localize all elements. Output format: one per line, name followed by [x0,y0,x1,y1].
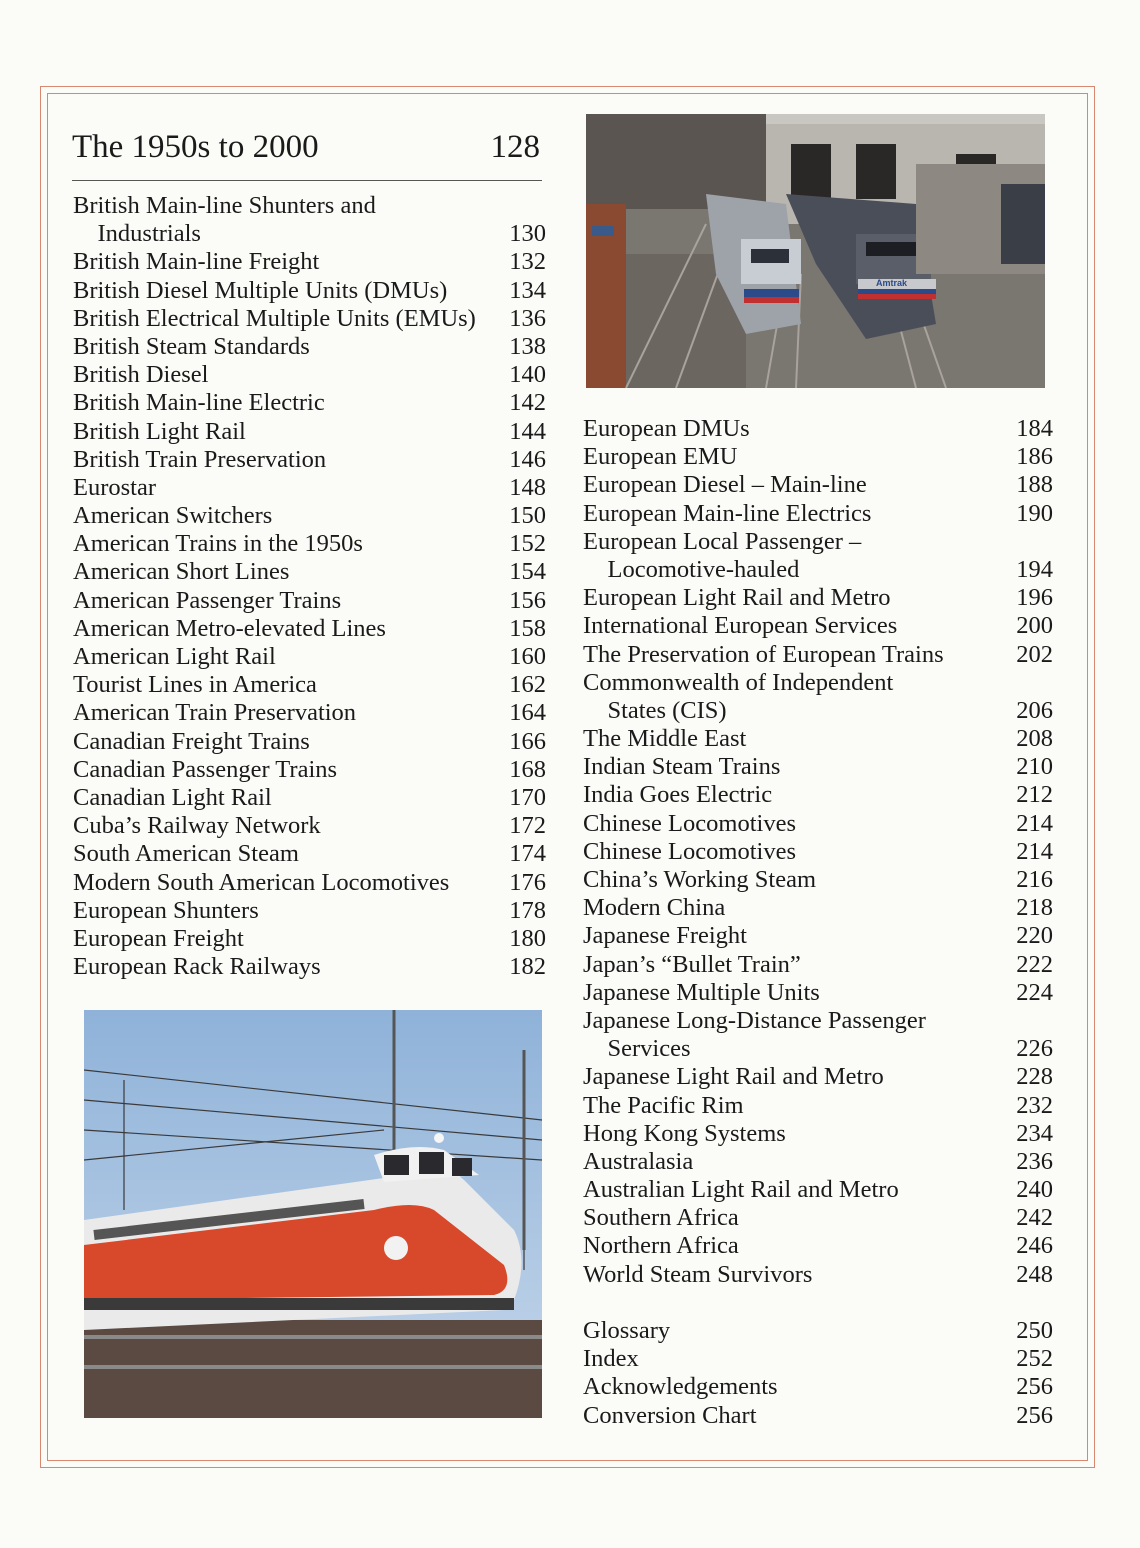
toc-entry-title: British Diesel [73,361,209,389]
toc-entry-title: India Goes Electric [583,781,773,809]
toc-right-entry[interactable] [583,1261,1053,1289]
toc-left-entry[interactable] [73,671,546,699]
toc-entry-page: 256 [1016,1401,1053,1429]
toc-left-entry[interactable] [73,587,546,615]
toc-entry-title: South American Steam [73,840,299,868]
toc-entry-title: Glossary [583,1317,671,1345]
toc-entry-page: 136 [509,304,546,332]
toc-entry-page: 164 [509,699,546,727]
toc-entry-title: American Short Lines [73,558,290,586]
toc-left-entry[interactable] [73,277,546,305]
toc-entry-title: European Local Passenger – Locomotive-hauled [583,527,862,583]
toc-entry-title: Eurostar [73,473,156,501]
toc-entry-title: European Rack Railways [73,953,321,981]
toc-entry-title: Modern South American Locomotives [73,868,450,896]
toc-left-entry[interactable] [73,446,546,474]
toc-entry-title: European DMUs [583,415,750,442]
toc-left-entry[interactable] [73,248,546,276]
toc-entry-title: Cuba’s Railway Network [73,812,321,840]
toc-right-entry[interactable] [583,1176,1053,1204]
toc-entry-page: 234 [1016,1119,1053,1147]
toc-entry-title: British Main-line Shunters and Industrials [73,192,376,248]
toc-right-entry[interactable] [583,471,1053,499]
toc-entry-page: 130 [509,220,546,248]
toc-entry-page: 182 [509,953,546,981]
toc-right-entry[interactable] [583,951,1053,979]
toc-right-column [583,415,1053,1430]
toc-left-entry[interactable] [73,728,546,756]
toc-left-entry[interactable] [73,699,546,727]
toc-entry-page: 174 [509,840,546,868]
toc-entry-title: Australian Light Rail and Metro [583,1176,899,1204]
toc-entry-title: Chinese Locomotives [583,809,796,837]
toc-entry-page: 176 [509,868,546,896]
toc-entry-title: Japanese Multiple Units [583,978,820,1006]
toc-entry-title: British Light Rail [73,417,246,445]
toc-entry-title: China’s Working Steam [583,866,817,894]
toc-back-matter-entry[interactable] [583,1345,1053,1373]
toc-entry-title: European Main-line Electrics [583,499,872,527]
toc-right-entry[interactable] [583,1120,1053,1148]
toc-entry-title: American Light Rail [73,643,276,671]
toc-entry-page: 172 [509,812,546,840]
toc-entry-title: British Main-line Freight [73,248,320,276]
toc-entry-page: 146 [509,445,546,473]
toc-back-matter-entry[interactable] [583,1317,1053,1345]
toc-entry-page: 150 [509,502,546,530]
toc-right-entry[interactable] [583,1232,1053,1260]
toc-right-entry[interactable] [583,415,1053,443]
toc-right-entry[interactable] [583,443,1053,471]
toc-left-entry[interactable] [73,333,546,361]
toc-entry-page: 196 [1016,584,1053,612]
toc-entry-page: 178 [509,896,546,924]
toc-entry-title: Modern China [583,894,726,922]
toc-entry-title: American Metro-elevated Lines [73,614,386,642]
toc-entry-title: American Train Preservation [73,699,357,727]
toc-entry-title: European Diesel – Main-line [583,471,867,499]
toc-entry-page: 140 [509,361,546,389]
toc-entry-page: 210 [1016,753,1053,781]
toc-right-entry[interactable] [583,1204,1053,1232]
toc-left-entry[interactable] [73,305,546,333]
toc-left-entry[interactable] [73,756,546,784]
toc-entry-page: 156 [509,586,546,614]
toc-entry-page: 240 [1016,1176,1053,1204]
high-speed-train-photo [84,1010,542,1418]
toc-entry-page: 132 [509,248,546,276]
toc-entry-title: Indian Steam Trains [583,753,781,781]
toc-entry-page: 200 [1016,612,1053,640]
toc-entry-page: 162 [509,671,546,699]
toc-entry-title: American Switchers [73,502,273,530]
toc-entry-page: 188 [1016,471,1053,499]
toc-entry-title: Canadian Light Rail [73,783,272,811]
toc-entry-title: International European Services [583,612,898,640]
toc-right-entry[interactable] [583,500,1053,528]
toc-entry-page: 242 [1016,1204,1053,1232]
toc-entry-page: 216 [1016,866,1053,894]
toc-right-entry[interactable] [583,1092,1053,1120]
section-title: The 1950s to 2000 [72,129,319,165]
toc-entry-title: Japanese Freight [583,922,747,950]
section-page-number: 128 [490,129,540,165]
toc-right-entry[interactable] [583,922,1053,950]
toc-right-entry[interactable] [583,1007,1053,1063]
toc-entry-title: European Freight [73,924,244,952]
toc-back-matter-entry[interactable] [583,1402,1053,1430]
toc-entry-title: Southern Africa [583,1204,739,1232]
toc-entry-title: Canadian Passenger Trains [73,755,338,783]
toc-entry-title: Northern Africa [583,1232,739,1260]
toc-right-entry[interactable] [583,612,1053,640]
toc-left-entry[interactable] [73,615,546,643]
toc-entry-page: 142 [509,389,546,417]
toc-entry-page: 256 [1016,1373,1053,1401]
toc-right-entry[interactable] [583,810,1053,838]
toc-left-entry[interactable] [73,643,546,671]
toc-entry-title: Chinese Locomotives [583,837,796,865]
toc-entry-page: 248 [1016,1260,1053,1288]
toc-right-entry[interactable] [583,1063,1053,1091]
toc-back-matter-entry[interactable] [583,1373,1053,1401]
toc-entry-title: British Electrical Multiple Units (EMUs) [73,304,476,332]
toc-entry-page: 170 [509,783,546,811]
toc-right-entry[interactable] [583,979,1053,1007]
toc-entry-page: 214 [1016,837,1053,865]
toc-entry-title: British Train Preservation [73,445,327,473]
toc-entry-title: European Shunters [73,896,259,924]
toc-entry-page: 232 [1016,1091,1053,1119]
toc-entry-page: 190 [1016,499,1053,527]
toc-entry-title: The Middle East [583,725,747,753]
toc-left-entry[interactable] [73,389,546,417]
toc-right-entry[interactable] [583,1148,1053,1176]
loco-logo-text: Amtrak [876,278,908,288]
toc-entry-title: Acknowledgements [583,1373,778,1401]
toc-left-entry[interactable] [73,474,546,502]
toc-left-entry[interactable] [73,840,546,868]
toc-left-entry[interactable] [73,361,546,389]
toc-right-entry[interactable] [583,838,1053,866]
toc-entry-page: 224 [1016,978,1053,1006]
toc-entry-title: Commonwealth of Independent States (CIS) [583,668,894,724]
toc-left-entry[interactable] [73,530,546,558]
toc-entry-page: 160 [509,643,546,670]
toc-entry-title: British Diesel Multiple Units (DMUs) [73,276,448,304]
toc-entry-title: Index [583,1345,639,1373]
toc-right-entry[interactable] [583,753,1053,781]
toc-right-entry[interactable] [583,641,1053,669]
toc-entry-page: 206 [1016,696,1053,724]
toc-entry-page: 144 [509,417,546,445]
toc-entry-title: Conversion Chart [583,1401,757,1429]
toc-entry-page: 154 [509,558,546,586]
toc-entry-page: 214 [1016,809,1053,837]
toc-entry-page: 252 [1016,1345,1053,1373]
toc-left-entry[interactable] [73,897,546,925]
toc-entry-title: American Passenger Trains [73,586,342,614]
toc-entry-title: European EMU [583,443,738,471]
toc-entry-page: 222 [1016,950,1053,978]
toc-left-entry[interactable] [73,192,546,248]
toc-entry-title: Japanese Light Rail and Metro [583,1063,884,1091]
toc-right-entry[interactable] [583,669,1053,725]
toc-entry-page: 228 [1016,1063,1053,1091]
toc-entry-page: 226 [1016,1035,1053,1063]
toc-left-column [73,192,546,981]
toc-left-entry[interactable] [73,925,546,953]
toc-entry-title: The Pacific Rim [583,1091,744,1119]
toc-left-entry[interactable] [73,418,546,446]
toc-left-entry[interactable] [73,869,546,897]
toc-left-entry[interactable] [73,502,546,530]
toc-entry-title: Japanese Long-Distance Passenger Services [583,1006,926,1063]
toc-entry-page: 202 [1016,640,1053,668]
toc-entry-page: 250 [1016,1317,1053,1345]
section-header [72,128,542,181]
toc-entry-page: 184 [1016,414,1053,442]
toc-entry-page: 158 [509,614,546,642]
toc-entry-title: Japan’s “Bullet Train” [583,950,801,978]
toc-left-entry[interactable] [73,558,546,586]
toc-entry-title: World Steam Survivors [583,1260,813,1288]
toc-right-entry[interactable] [583,894,1053,922]
toc-left-entry[interactable] [73,784,546,812]
toc-entry-page: 218 [1016,894,1053,922]
toc-entry-page: 212 [1016,781,1053,809]
toc-entry-page: 220 [1016,922,1053,950]
toc-entry-title: Tourist Lines in America [73,671,317,699]
toc-entry-title: American Trains in the 1950s [73,530,363,558]
toc-entry-page: 180 [509,924,546,952]
toc-left-entry[interactable] [73,812,546,840]
toc-entry-page: 138 [509,332,546,360]
toc-entry-title: British Main-line Electric [73,389,325,417]
toc-right-entry[interactable] [583,866,1053,894]
amtrak-locomotives-photo [586,114,1045,388]
toc-entry-page: 208 [1016,725,1053,753]
toc-entry-title: European Light Rail and Metro [583,584,891,612]
toc-entry-title: Australasia [583,1147,694,1175]
toc-entry-page: 152 [509,530,546,558]
toc-entry-page: 168 [509,755,546,783]
toc-entry-title: Hong Kong Systems [583,1119,786,1147]
toc-right-entry[interactable] [583,725,1053,753]
toc-entry-page: 186 [1016,443,1053,471]
toc-right-entry[interactable] [583,528,1053,584]
toc-entry-page: 246 [1016,1232,1053,1260]
toc-left-entry[interactable] [73,953,546,981]
toc-right-entry[interactable] [583,781,1053,809]
toc-entry-page: 194 [1016,555,1053,583]
toc-entry-title: Canadian Freight Trains [73,727,310,755]
toc-entry-page: 134 [509,276,546,304]
toc-entry-page: 148 [509,473,546,501]
toc-entry-title: British Steam Standards [73,332,310,360]
toc-entry-title: The Preservation of European Trains [583,640,944,668]
toc-entry-page: 236 [1016,1147,1053,1175]
toc-right-entry[interactable] [583,584,1053,612]
toc-entry-page: 166 [509,727,546,755]
